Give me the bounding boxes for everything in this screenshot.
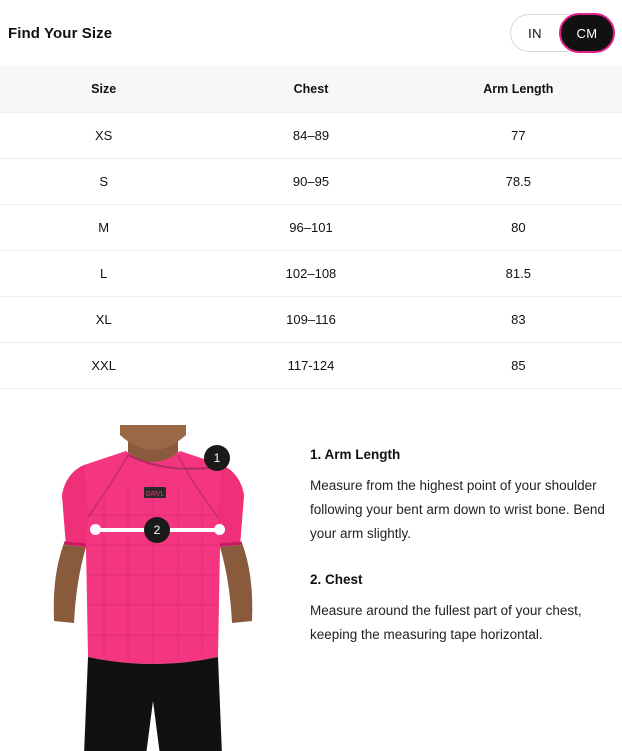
unit-button-cm[interactable]: CM [559,13,615,53]
instruction-title-arm-length: 1. Arm Length [310,447,401,462]
svg-text:GRVL: GRVL [145,491,165,498]
column-header-arm-length: Arm Length [415,66,622,113]
table-header [0,66,622,113]
chest-measure-dot-left [90,524,101,535]
table-row [0,159,622,205]
table-body [0,113,622,389]
table-row [0,113,622,159]
cell-size: M [0,205,207,251]
cell-arm-length: 85 [415,343,622,389]
column-header-size: Size [0,66,207,113]
table-header-row [0,66,622,113]
size-table [0,66,622,389]
cell-arm-length: 83 [415,297,622,343]
table-row [0,343,622,389]
unit-toggle[interactable] [510,14,614,52]
instruction-body-arm-length: Measure from the highest point of your shoulder following your bent arm down to wrist bone. Bend your arm slightly. [310,478,605,541]
cell-arm-length: 81.5 [415,251,622,297]
cell-chest: 96–101 [207,205,414,251]
cell-chest: 109–116 [207,297,414,343]
instruction-body-chest: Measure around the fullest part of your chest, keeping the measuring tape horizontal. [310,603,582,642]
cell-size: XXL [0,343,207,389]
callout-marker-1: 1 [204,445,230,471]
chest-measure-dot-right [214,524,225,535]
cell-chest: 117-124 [207,343,414,389]
page-title: Find Your Size [8,24,113,42]
model-figure [8,425,298,751]
cell-size: XL [0,297,207,343]
cell-chest: 102–108 [207,251,414,297]
model-illustration [8,425,298,751]
cell-arm-length: 80 [415,205,622,251]
table-row [0,251,622,297]
cell-size: L [0,251,207,297]
header [0,0,622,66]
measurement-guide [0,389,622,751]
cell-size: XS [0,113,207,159]
column-header-chest: Chest [207,66,414,113]
instructions [298,425,614,751]
cell-chest: 84–89 [207,113,414,159]
table-row [0,205,622,251]
instruction-title-chest: 2. Chest [310,572,363,587]
cell-chest: 90–95 [207,159,414,205]
unit-button-in[interactable]: IN [511,15,559,51]
callout-marker-2: 2 [144,517,170,543]
cell-size: S [0,159,207,205]
cell-arm-length: 77 [415,113,622,159]
cell-arm-length: 78.5 [415,159,622,205]
table-row [0,297,622,343]
